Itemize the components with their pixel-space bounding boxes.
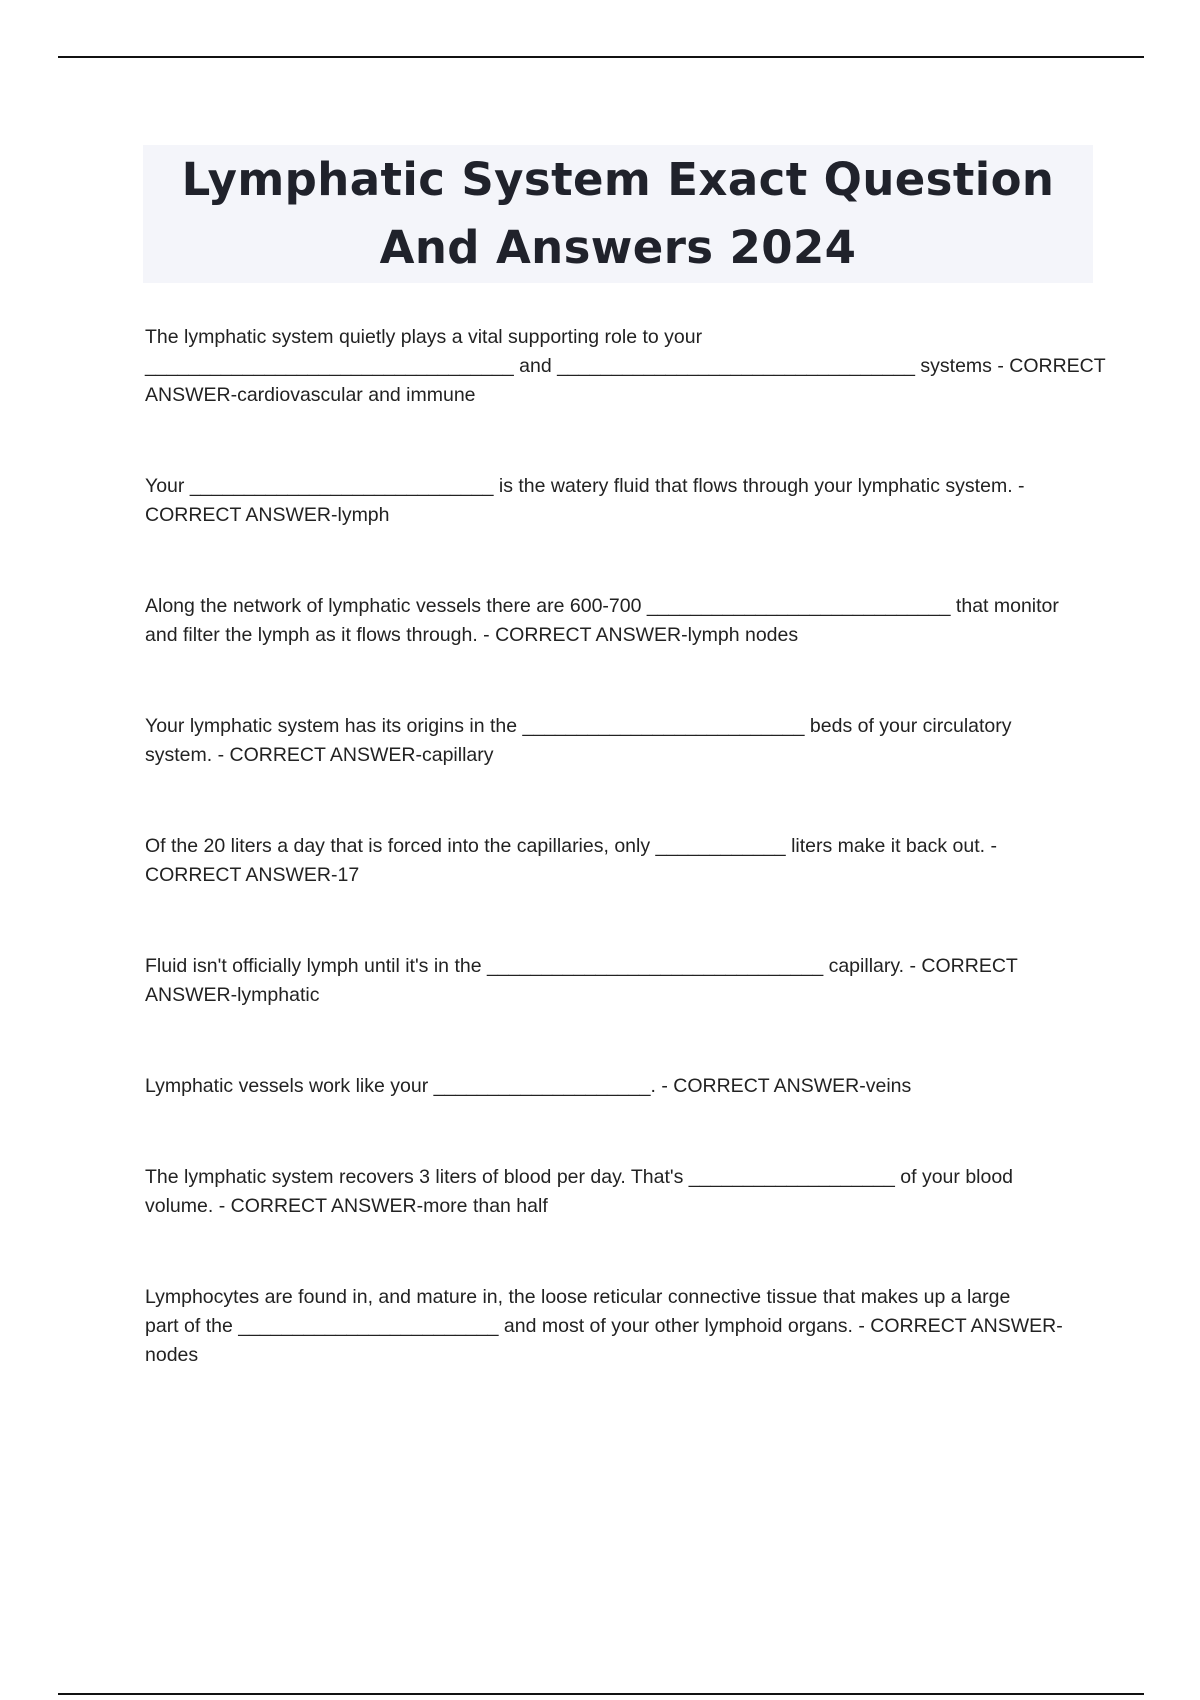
qa-text-line: CORRECT ANSWER-lymph <box>145 504 390 526</box>
qa-text-line: The lymphatic system recovers 3 liters of blood per day. That's ___________________ of your blood <box>145 1166 1014 1188</box>
qa-text-line: volume. - CORRECT ANSWER-more than half <box>145 1195 548 1217</box>
qa-text-line: ANSWER-cardiovascular and immune <box>145 384 476 406</box>
document-title-line-2: And Answers 2024 <box>379 221 857 274</box>
qa-item <box>145 1283 1090 1370</box>
qa-item <box>145 323 1106 410</box>
qa-item <box>145 952 1090 1010</box>
qa-item <box>145 712 1090 770</box>
header-divider <box>58 56 1144 58</box>
qa-text-line: Lymphocytes are found in, and mature in, the loose reticular connective tissue that makes up a large <box>145 1286 1011 1308</box>
question-answer-list <box>145 323 1106 1432</box>
qa-item <box>145 472 1090 530</box>
qa-text-line: Along the network of lymphatic vessels there are 600-700 ____________________________ that monitor <box>145 595 1059 617</box>
qa-item <box>145 832 1090 890</box>
qa-item <box>145 592 1090 650</box>
qa-text-line: __________________________________ and _________________________________ systems - CORRECT <box>145 355 1106 377</box>
qa-item <box>145 1072 1090 1101</box>
qa-text-line: and filter the lymph as it flows through. - CORRECT ANSWER-lymph nodes <box>145 624 799 646</box>
qa-item <box>145 1163 1090 1221</box>
document-title-line-1: Lymphatic System Exact Question <box>181 153 1055 206</box>
document-title-banner <box>143 145 1093 283</box>
qa-text-line: part of the ________________________ and most of your other lymphoid organs. - CORRECT ANSWER- <box>145 1315 1063 1337</box>
qa-text-line: nodes <box>145 1344 199 1366</box>
qa-text-line: Lymphatic vessels work like your ____________________. - CORRECT ANSWER-veins <box>145 1075 912 1097</box>
qa-text-line: Of the 20 liters a day that is forced into the capillaries, only ____________ liters make it back out. - <box>145 835 997 857</box>
qa-text-line: CORRECT ANSWER-17 <box>145 864 360 886</box>
qa-text-line: system. - CORRECT ANSWER-capillary <box>145 744 494 766</box>
footer-divider <box>58 1693 1144 1695</box>
qa-text-line: Fluid isn't officially lymph until it's in the _______________________________ capillary. - CORRECT <box>145 955 1018 977</box>
qa-text-line: Your lymphatic system has its origins in the __________________________ beds of your circulatory <box>145 715 1012 737</box>
qa-text-line: Your ____________________________ is the watery fluid that flows through your lymphatic system. - <box>145 475 1025 497</box>
qa-text-line: The lymphatic system quietly plays a vital supporting role to your <box>145 326 703 348</box>
qa-text-line: ANSWER-lymphatic <box>145 984 320 1006</box>
